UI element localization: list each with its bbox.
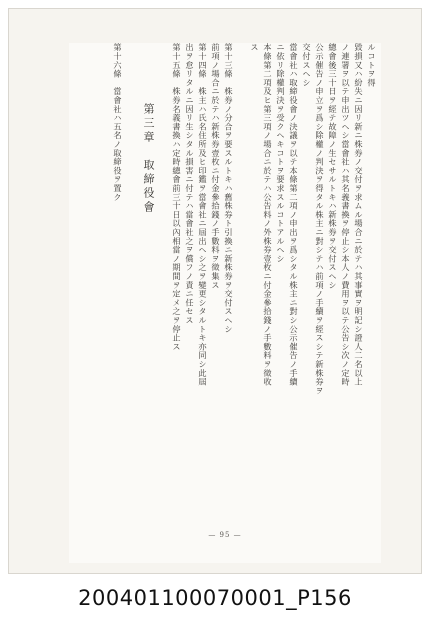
image-id-caption: 200401100070001_P156 xyxy=(78,586,352,610)
scanned-page-frame xyxy=(8,8,422,574)
text-column: 出ヲ怠リタルニ因リ生シタル損害ニ付テハ當會社之ヲ償フノ責ニ任セス xyxy=(185,43,195,325)
text-column: 總會後三十日ヲ經テ故障ノ生セサルトキハ新株券ヲ交付スヘシ xyxy=(328,43,338,290)
text-column: 交付スヘシ xyxy=(302,43,312,87)
article-13: 第十三條 株券ノ分合ヲ要スルトキハ舊株券ト引換ニ新株券ヲ交付スヘシ xyxy=(224,43,234,334)
article-14: 第十四條 株主ハ氏名住所及ヒ印鑑ヲ當會社ニ屆出ヘシ之ヲ變更シタルトキ亦同シ此屆 xyxy=(198,43,208,387)
text-column: 當會社ハ取締役會ノ決議ヲ以テ本條第二項ノ申出ヲ爲シタル株主ニ對シ公示催告ノ手續 xyxy=(289,43,299,387)
article-15: 第十五條 株券名義書換ハ定時總會前三十日以內相當ノ期間ヲ定メ之ヲ停止ス xyxy=(172,43,182,351)
text-column: 本條第二項及ヒ第三項ノ場合ニ於テハ公告料ノ外株券壹枚ニ付金參拾錢ノ手數料ヲ徵收 xyxy=(263,43,273,387)
article-16: 第十六條 當會社ハ五名ノ取締役ヲ置ク xyxy=(113,43,123,202)
text-column: 前項ノ場合ニ於テハ新株券壹枚ニ付金參拾錢ノ手數料ヲ徵集ス xyxy=(211,43,221,290)
text-column: ニ依リ除權判決ヲ受クヘキコトヲ要求スルコトアルヘシ xyxy=(276,43,286,263)
text-column: 公示催告ノ申立ヲ爲シ除權ノ判決ヲ得タル株主ニ對シテハ前項ノ手續ヲ經スシテ新株券ヲ xyxy=(315,43,325,395)
text-column: ルコトヲ得 xyxy=(367,43,377,87)
text-column: ノ連署ヲ以テ申出ツヘシ當會社ハ其名義書換ヲ停止シ本人ノ費用ヲ以テ公告シ次ノ定時 xyxy=(341,43,351,387)
page-number: — 95 — xyxy=(208,531,242,539)
chapter-heading: 第三章 取締役會 xyxy=(142,103,155,215)
document-page xyxy=(69,43,381,563)
text-column: 毀損又ハ紛失ニ因リ新ニ株券ノ交付ヲ求ムル場合ニ於テハ其事實ヲ明記シ證人二名以上 xyxy=(354,43,364,387)
text-column: ス xyxy=(250,43,260,52)
